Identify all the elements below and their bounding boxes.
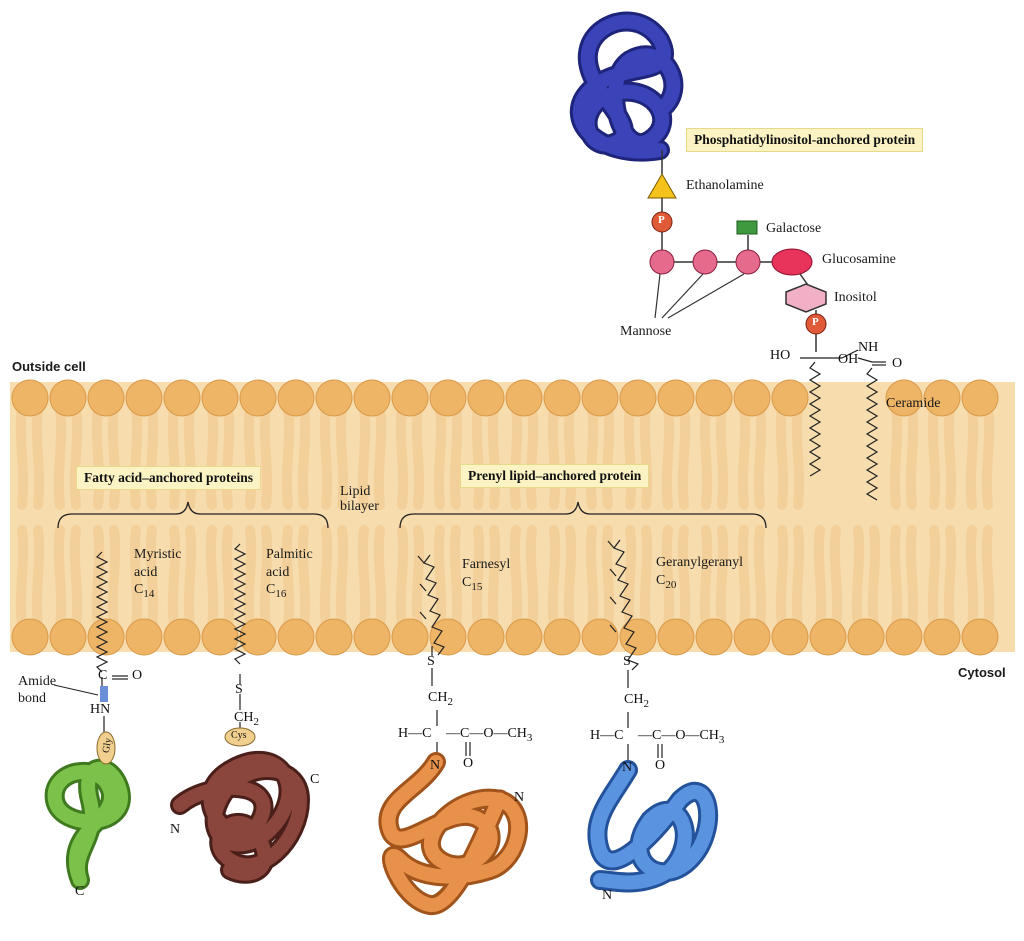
lipid-head-lower bbox=[924, 619, 960, 655]
carbonyl-o-ceramide: O bbox=[892, 356, 903, 371]
orange-n-terminus: N bbox=[514, 790, 525, 805]
cys-text: Cys bbox=[231, 730, 247, 741]
lipid-tail bbox=[325, 530, 327, 625]
nh-text: NH bbox=[858, 340, 879, 355]
lipid-tail bbox=[401, 408, 403, 505]
lipid-head-upper bbox=[354, 380, 390, 416]
brown-n-terminus: N bbox=[170, 822, 181, 837]
ch3-subscript: 3 bbox=[718, 733, 725, 746]
lipid-head-lower bbox=[810, 619, 846, 655]
lipid-tail bbox=[401, 530, 403, 625]
lipid-head-lower bbox=[620, 619, 656, 655]
lipid-tail bbox=[759, 408, 761, 505]
lipid-tail bbox=[59, 408, 61, 505]
lipid-tail bbox=[667, 408, 669, 505]
lipid-tail bbox=[303, 408, 305, 505]
lipid-head-lower bbox=[772, 619, 808, 655]
lipid-head-upper bbox=[164, 380, 200, 416]
amide-pointer-line bbox=[54, 685, 98, 695]
lipid-tail bbox=[341, 530, 343, 625]
lipid-head-upper bbox=[696, 380, 732, 416]
gly-text: Gly bbox=[100, 737, 115, 754]
lipid-head-upper bbox=[278, 380, 314, 416]
geranyl-carbonyl-o: O bbox=[655, 758, 666, 773]
myristic-carbon: C bbox=[98, 668, 108, 683]
ethanolamine-triangle bbox=[648, 174, 676, 198]
lipid-head-upper bbox=[240, 380, 276, 416]
geranyl-ester bbox=[638, 728, 724, 746]
lipid-tail bbox=[933, 530, 935, 625]
prenyl-lipid-box: Prenyl lipid–anchored protein bbox=[460, 464, 649, 488]
mannose-circle-3 bbox=[736, 250, 760, 274]
lipid-tail bbox=[721, 408, 723, 505]
blue-protein-coil bbox=[597, 770, 708, 883]
green-protein-coil bbox=[55, 769, 121, 880]
lipid-tail bbox=[455, 408, 457, 505]
lipid-head-lower bbox=[50, 619, 86, 655]
lipid-tail bbox=[819, 530, 821, 625]
lipid-head-upper bbox=[506, 380, 542, 416]
lipid-head-lower bbox=[582, 619, 618, 655]
geranyl-n: N bbox=[622, 760, 633, 775]
lipid-tail bbox=[911, 408, 913, 505]
lipid-head-lower bbox=[734, 619, 770, 655]
farnesyl-label bbox=[462, 556, 510, 594]
myristic-acid-label bbox=[134, 546, 181, 602]
outside-cell-label: Outside cell bbox=[12, 359, 86, 374]
ester-text: —C—O—CH bbox=[638, 728, 719, 743]
lipid-head-lower bbox=[658, 619, 694, 655]
ch2-subscript: 2 bbox=[447, 695, 453, 708]
lipid-tail bbox=[797, 408, 799, 505]
geranyl-h-c: H—C bbox=[590, 728, 624, 743]
ch2-subscript: 2 bbox=[253, 715, 259, 728]
lipid-tail bbox=[759, 530, 761, 625]
pointer-line bbox=[655, 274, 660, 318]
lipid-head-lower bbox=[848, 619, 884, 655]
oh-text: OH bbox=[838, 352, 859, 367]
myristic-text: Myristic acid C bbox=[134, 547, 182, 597]
lipid-tail bbox=[287, 408, 289, 505]
lipid-tail bbox=[113, 530, 115, 625]
lipid-tail bbox=[249, 530, 251, 625]
pi-anchored-protein-coil bbox=[580, 21, 674, 151]
lipid-tail bbox=[569, 408, 571, 505]
geranylgeranyl-label bbox=[656, 554, 743, 592]
lipid-tail bbox=[607, 530, 609, 625]
bond-line bbox=[858, 358, 872, 362]
ch-text: CH bbox=[624, 692, 644, 707]
farnesyl-ester bbox=[446, 726, 532, 744]
lipid-head-lower bbox=[354, 619, 390, 655]
lipid-tail bbox=[797, 530, 799, 625]
lipid-head-upper bbox=[50, 380, 86, 416]
lipid-tail bbox=[971, 530, 973, 625]
lipid-head-lower bbox=[544, 619, 580, 655]
lipid-head-lower bbox=[506, 619, 542, 655]
farnesyl-carbonyl-o: O bbox=[463, 756, 474, 771]
phosphate-text-top: P bbox=[658, 214, 665, 226]
lipid-head-upper bbox=[772, 380, 808, 416]
farnesyl-n: N bbox=[430, 758, 441, 773]
inositol-label: Inositol bbox=[834, 290, 877, 305]
galactose-label: Galactose bbox=[766, 221, 822, 236]
palmitic-text: Palmitic acid C bbox=[266, 547, 313, 597]
lipid-bilayer-label: Lipid bilayer bbox=[340, 484, 379, 515]
myristic-hn: HN bbox=[90, 702, 111, 717]
myristic-subscript: 14 bbox=[143, 587, 155, 600]
lipid-tail bbox=[417, 530, 419, 625]
lipid-head-lower bbox=[696, 619, 732, 655]
lipid-tail bbox=[113, 408, 115, 505]
lipid-head-lower bbox=[468, 619, 504, 655]
lipid-tail bbox=[211, 530, 213, 625]
palmitic-ch2 bbox=[234, 710, 259, 728]
lipid-tail bbox=[781, 530, 783, 625]
lipid-head-upper bbox=[316, 380, 352, 416]
farnesyl-text: Farnesyl C bbox=[462, 557, 511, 590]
lipid-tail bbox=[189, 408, 191, 505]
lipid-tail bbox=[21, 408, 23, 505]
lipid-tail bbox=[135, 408, 137, 505]
lipid-tail bbox=[629, 408, 631, 505]
ho-text: HO bbox=[770, 348, 791, 363]
lipid-tail bbox=[439, 408, 441, 505]
pointer-line bbox=[662, 274, 703, 318]
palmitic-acid-label bbox=[266, 546, 313, 602]
pi-anchored-protein-box: Phosphatidylinositol-anchored protein bbox=[686, 128, 923, 152]
lipid-tail bbox=[75, 530, 77, 625]
farnesyl-sulfur: S bbox=[427, 654, 435, 669]
fatty-acid-box: Fatty acid–anchored proteins bbox=[76, 466, 261, 490]
lipid-tail bbox=[439, 530, 441, 625]
lipid-head-lower bbox=[392, 619, 428, 655]
ch2-subscript: 2 bbox=[643, 697, 649, 710]
lipid-tail bbox=[645, 408, 647, 505]
cytosol-label: Cytosol bbox=[958, 665, 1006, 680]
lipid-tail bbox=[895, 408, 897, 505]
lipid-tail bbox=[933, 408, 935, 505]
lipid-tail bbox=[379, 408, 381, 505]
lipid-head-upper bbox=[582, 380, 618, 416]
phosphate-text-bottom: P bbox=[812, 316, 819, 328]
lipid-tail bbox=[987, 530, 989, 625]
lipid-tail bbox=[151, 408, 153, 505]
lipid-tail bbox=[515, 408, 517, 505]
amide-bond-highlight bbox=[100, 686, 108, 702]
lipid-tail bbox=[97, 408, 99, 505]
lipid-tail bbox=[21, 530, 23, 625]
lipid-tail bbox=[683, 408, 685, 505]
lipid-tail bbox=[477, 408, 479, 505]
geranyl-sulfur: S bbox=[623, 654, 631, 669]
geranyl-ch2 bbox=[624, 692, 649, 710]
inositol-hexagon bbox=[786, 284, 826, 312]
lipid-tail bbox=[705, 408, 707, 505]
green-c-terminus: C bbox=[75, 884, 85, 899]
farnesyl-subscript: 15 bbox=[471, 580, 483, 593]
lipid-tail bbox=[743, 408, 745, 505]
farnesyl-h-c: H—C bbox=[398, 726, 432, 741]
lipid-head-lower bbox=[962, 619, 998, 655]
pointer-line bbox=[668, 274, 744, 318]
glucosamine-label: Glucosamine bbox=[822, 252, 896, 267]
lipid-head-upper bbox=[620, 380, 656, 416]
mannose-circle-1 bbox=[650, 250, 674, 274]
lipid-head-upper bbox=[468, 380, 504, 416]
lipid-tail bbox=[629, 530, 631, 625]
lipid-tail bbox=[857, 530, 859, 625]
lipid-tail bbox=[531, 408, 533, 505]
lipid-tail bbox=[835, 530, 837, 625]
lipid-tail bbox=[591, 408, 593, 505]
lipid-head-lower bbox=[886, 619, 922, 655]
lipid-head-lower bbox=[12, 619, 48, 655]
glucosamine-ellipse bbox=[772, 249, 812, 275]
lipid-head-lower bbox=[202, 619, 238, 655]
lipid-tail bbox=[569, 530, 571, 625]
lipid-head-upper bbox=[12, 380, 48, 416]
mannose-pointer-lines bbox=[655, 274, 744, 318]
lipid-tail bbox=[971, 408, 973, 505]
lipid-tail bbox=[455, 530, 457, 625]
brown-c-terminus: C bbox=[310, 772, 320, 787]
lipid-tail bbox=[325, 408, 327, 505]
lipid-head-upper bbox=[544, 380, 580, 416]
lipid-tail bbox=[211, 408, 213, 505]
ch-text: CH bbox=[234, 710, 254, 725]
lipid-tail bbox=[265, 408, 267, 505]
lipid-tail bbox=[379, 530, 381, 625]
myristic-oxygen: O bbox=[132, 668, 143, 683]
mannose-circle-2 bbox=[693, 250, 717, 274]
ceramide-label: Ceramide bbox=[886, 396, 941, 411]
geranyl-text: Geranylgeranyl C bbox=[656, 555, 744, 588]
lipid-head-upper bbox=[734, 380, 770, 416]
lipid-tail bbox=[949, 408, 951, 505]
lipid-tail bbox=[227, 408, 229, 505]
lipid-tail bbox=[591, 530, 593, 625]
lipid-head-lower bbox=[164, 619, 200, 655]
lipid-tail bbox=[895, 530, 897, 625]
lipid-head-upper bbox=[430, 380, 466, 416]
lipid-tail bbox=[227, 530, 229, 625]
farnesyl-ch2 bbox=[428, 690, 453, 708]
lipid-head-upper bbox=[88, 380, 124, 416]
lipid-head-upper bbox=[658, 380, 694, 416]
lipid-tail bbox=[363, 530, 365, 625]
lipid-head-lower bbox=[430, 619, 466, 655]
mannose-label: Mannose bbox=[620, 324, 672, 339]
lipid-tail bbox=[607, 408, 609, 505]
lipid-tail bbox=[417, 408, 419, 505]
lipid-tail bbox=[189, 530, 191, 625]
lipid-tail bbox=[781, 408, 783, 505]
lipid-tail bbox=[515, 530, 517, 625]
lipid-head-lower bbox=[88, 619, 124, 655]
amide-bond-label: Amide bond bbox=[18, 674, 57, 706]
blue-n-terminus: N bbox=[602, 888, 613, 903]
lipid-tail bbox=[911, 530, 913, 625]
lipid-tail bbox=[553, 408, 555, 505]
ethanolamine-label: Ethanolamine bbox=[686, 178, 764, 193]
lipid-tail bbox=[37, 530, 39, 625]
lipid-tail bbox=[949, 530, 951, 625]
lipid-head-upper bbox=[126, 380, 162, 416]
geranyl-subscript: 20 bbox=[665, 578, 677, 591]
lipid-tail bbox=[75, 408, 77, 505]
lipid-tail bbox=[173, 408, 175, 505]
orange-protein-coil bbox=[388, 762, 518, 905]
lipid-tail bbox=[553, 530, 555, 625]
lipid-head-lower bbox=[278, 619, 314, 655]
palmitic-subscript: 16 bbox=[275, 587, 287, 600]
lipid-head-upper bbox=[202, 380, 238, 416]
lipid-tail bbox=[743, 530, 745, 625]
lipid-head-lower bbox=[126, 619, 162, 655]
lipid-tail bbox=[873, 530, 875, 625]
lipid-head-upper bbox=[392, 380, 428, 416]
lipid-tail bbox=[645, 530, 647, 625]
palmitic-sulfur: S bbox=[235, 682, 243, 697]
lipid-bilayer bbox=[10, 380, 1015, 655]
ch-text: CH bbox=[428, 690, 448, 705]
lipid-tail bbox=[249, 408, 251, 505]
lipid-tail bbox=[531, 530, 533, 625]
lipid-head-lower bbox=[316, 619, 352, 655]
brown-protein-coil bbox=[180, 761, 300, 874]
lipid-tail bbox=[987, 408, 989, 505]
lipid-tail bbox=[59, 530, 61, 625]
lipid-tail bbox=[37, 408, 39, 505]
lipid-head-upper bbox=[962, 380, 998, 416]
galactose-rect bbox=[737, 221, 757, 234]
lipid-tail bbox=[493, 408, 495, 505]
ester-text: —C—O—CH bbox=[446, 726, 527, 741]
ch3-subscript: 3 bbox=[526, 731, 533, 744]
